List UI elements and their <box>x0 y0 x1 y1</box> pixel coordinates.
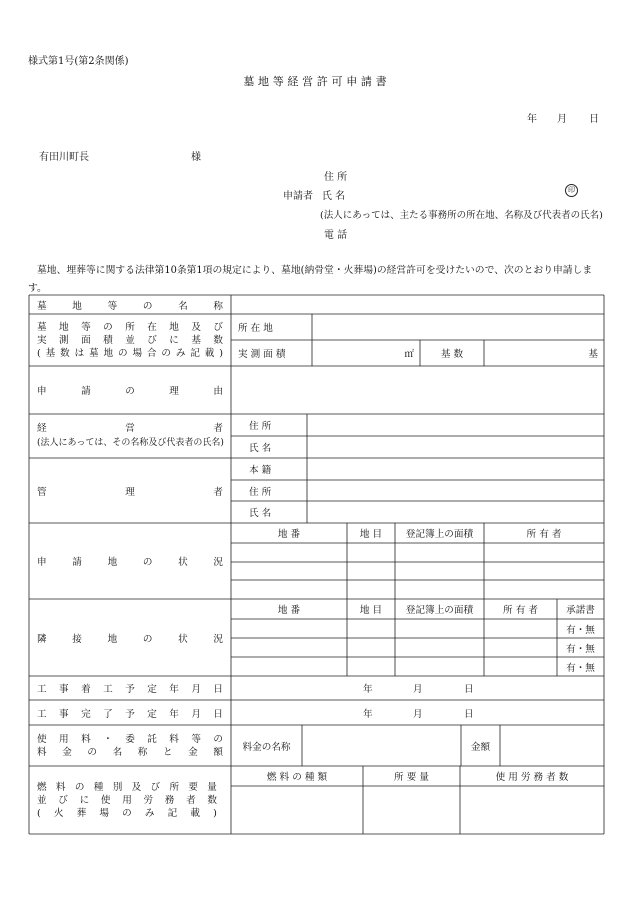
fuel-col-type: 燃 料 の 種 類 <box>266 772 328 783</box>
start-day-label: 日 <box>464 684 474 695</box>
row-label-location-area: 墓 地 等 の 所 在 地 及 び 実 測 面 積 並 び に 基 数 ( 基 数 は 墓 地 の 場 合 の み 記 載 ) <box>37 321 223 359</box>
row-label-adjacent-status: 隣 接 地 の 状 況 <box>37 633 223 645</box>
application-statement: 墓地、埋葬等に関する法律第10条第1項の規定により、墓地(納骨堂・火葬場)の経営許可を受けたいので、次のとおり申請します。 <box>28 265 593 294</box>
row-label-operator: 経 営 者 (法人にあっては、その名称及び代表者の氏名) <box>37 423 224 448</box>
adj-col-registered-area: 登記簿上の面積 <box>405 605 474 616</box>
complete-day-label: 日 <box>464 708 474 720</box>
start-month-label: 月 <box>413 684 423 695</box>
document-title: 墓 地 等 経 営 許 可 申 請 書 <box>243 75 387 88</box>
operator-name-label: 氏 名 <box>249 443 272 454</box>
applicant-address-label: 住 所 <box>324 172 348 183</box>
fuel-col-required: 所 要 量 <box>394 772 429 783</box>
site-col-lot-number: 地 番 <box>277 529 301 540</box>
manager-domicile-label: 本 籍 <box>249 465 272 476</box>
adj-col-consent: 承諾書 <box>566 605 595 616</box>
corporation-note: (法人にあっては、主たる事務所の所在地、名称及び代表者の氏名) <box>320 210 603 221</box>
complete-year-label: 年 <box>363 708 373 720</box>
manager-address-label: 住 所 <box>249 486 272 498</box>
site-col-registered-area: 登記簿上の面積 <box>405 529 474 540</box>
date-month-label: 月 <box>557 114 567 125</box>
consent-option[interactable]: 有・無 <box>566 643 595 655</box>
row-label-fuel: 燃 料 の 種 別 及 び 所 要 量 並 び に 使 用 労 務 者 数 ( 火 葬 場 の み 記 載 ) <box>37 781 217 819</box>
addressee: 有田川町長 <box>39 152 89 163</box>
row-label-construction-start: 工 事 着 工 予 定 年 月 日 <box>37 684 223 695</box>
count-unit: 基 <box>588 349 598 360</box>
applicant-phone-label: 電 話 <box>324 230 348 241</box>
area-unit: ㎡ <box>404 349 414 360</box>
operator-note: (法人にあっては、その名称及び代表者の氏名) <box>37 438 224 448</box>
row-label-reason: 申 請 の 理 由 <box>37 386 223 397</box>
adj-col-owner: 所 有 者 <box>503 605 538 616</box>
row-label-fees: 使 用 料 ・ 委 託 料 等 の 料 金 の 名 称 と 金 額 <box>37 733 223 758</box>
applicant-name-label: 氏 名 <box>322 191 346 202</box>
adj-col-lot-number: 地 番 <box>277 605 301 616</box>
fee-name-label: 料金の名称 <box>242 741 291 753</box>
consent-option[interactable]: 有・無 <box>566 662 595 674</box>
operator-address-label: 住 所 <box>249 421 272 432</box>
row-label-manager: 管 理 者 <box>37 486 223 498</box>
area-label: 実 測 面 積 <box>238 349 286 360</box>
row-label-construction-complete: 工 事 完 了 予 定 年 月 日 <box>37 708 223 720</box>
date-year-label: 年 <box>527 114 537 125</box>
row-label-facility-name: 墓 地 等 の 名 称 <box>37 300 223 312</box>
complete-month-label: 月 <box>413 708 423 720</box>
row-label-site-status: 申 請 地 の 状 況 <box>37 557 223 568</box>
count-label: 基 数 <box>440 349 464 360</box>
adj-col-land-category: 地 目 <box>359 605 383 616</box>
consent-option[interactable]: 有・無 <box>566 624 595 636</box>
start-year-label: 年 <box>363 684 373 695</box>
site-col-owner: 所 有 者 <box>526 529 562 540</box>
seal-mark-icon: 印 <box>565 184 578 197</box>
manager-name-label: 氏 名 <box>249 508 272 519</box>
date-day-label: 日 <box>589 114 599 125</box>
location-label: 所 在 地 <box>238 323 273 334</box>
fee-amount-label: 金額 <box>470 741 491 753</box>
form-number: 様式第1号(第2条関係) <box>28 56 129 67</box>
addressee-suffix: 様 <box>191 152 201 163</box>
fuel-col-workers: 使 用 労 務 者 数 <box>495 772 569 783</box>
applicant-label: 申請者 <box>283 191 313 202</box>
site-col-land-category: 地 目 <box>359 529 383 540</box>
location-input[interactable] <box>312 314 604 340</box>
